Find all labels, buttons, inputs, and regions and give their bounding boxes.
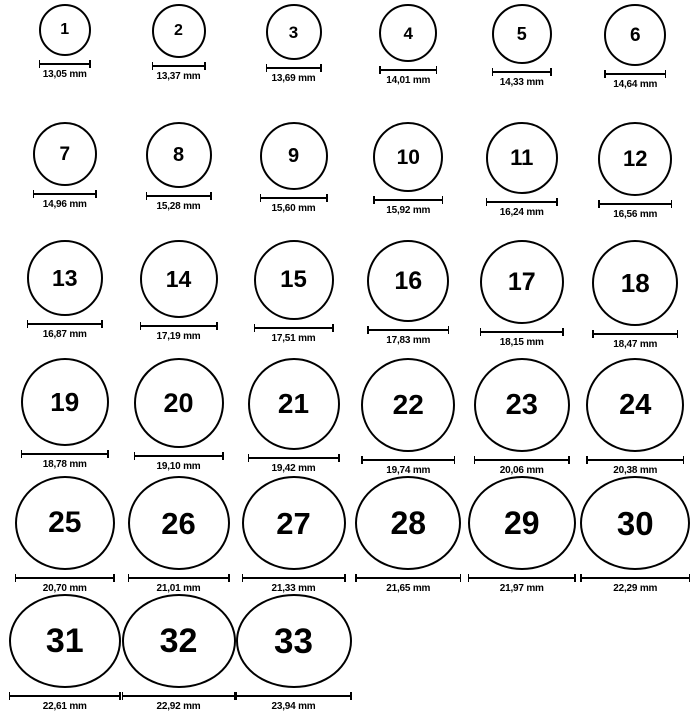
ring-diameter-label: 16,24 mm [499, 207, 544, 218]
ring-diameter-label: 19,74 mm [386, 465, 431, 476]
dimension-line-icon [355, 574, 461, 582]
ring-size-label: 15 [280, 266, 307, 293]
ring-size-label: 11 [510, 145, 534, 170]
ring-dimension [486, 198, 558, 218]
ring-size-cell[interactable] [8, 240, 122, 358]
dimension-line-icon [486, 198, 558, 206]
ring-dimension [9, 692, 121, 712]
ring-size-label: 6 [629, 24, 641, 46]
dimension-line-icon [140, 322, 218, 330]
ring-dimension [21, 450, 109, 470]
ring-size-label: 2 [174, 22, 183, 39]
ring-size-cell[interactable] [122, 594, 236, 712]
ring-circle [146, 122, 212, 188]
ring-circle [266, 4, 322, 60]
ring-dimension [33, 190, 97, 210]
ring-size-cell[interactable] [579, 4, 693, 122]
ring-dimension [27, 320, 103, 340]
ring-size-cell[interactable] [352, 4, 466, 122]
dimension-line-icon [242, 574, 346, 582]
ring-size-label: 4 [403, 23, 413, 43]
ring-circle [367, 240, 449, 322]
ring-diameter-label: 13,05 mm [42, 69, 87, 80]
ring-circle [474, 358, 570, 452]
ring-dimension [474, 456, 570, 476]
ring-size-cell[interactable] [122, 358, 236, 476]
ring-size-cell[interactable] [465, 122, 579, 240]
ring-dimension [152, 62, 206, 82]
ring-size-label: 3 [288, 22, 299, 42]
ring-size-cell[interactable] [8, 4, 122, 122]
ring-size-cell[interactable] [122, 240, 236, 358]
ring-size-cell[interactable] [465, 358, 579, 476]
dimension-line-icon [474, 456, 570, 464]
ring-circle [492, 4, 552, 64]
ring-size-label: 21 [277, 388, 310, 419]
ring-size-label: 24 [619, 388, 652, 421]
ring-dimension [39, 60, 91, 80]
ring-diameter-label: 16,87 mm [42, 329, 87, 340]
ring-circle [9, 594, 121, 688]
ring-circle [236, 594, 352, 688]
ring-size-label: 31 [45, 622, 84, 660]
ring-circle [373, 122, 443, 192]
dimension-line-icon [604, 70, 666, 78]
ring-dimension [122, 692, 236, 712]
ring-size-label: 33 [274, 621, 313, 661]
ring-size-cell[interactable] [122, 4, 236, 122]
ring-diameter-label: 20,06 mm [499, 465, 544, 476]
ring-circle [604, 4, 666, 66]
ring-size-label: 29 [503, 505, 540, 541]
ring-size-label: 20 [163, 387, 194, 418]
ring-size-cell[interactable] [8, 122, 122, 240]
dimension-line-icon [586, 456, 684, 464]
ring-circle [592, 240, 678, 326]
ring-dimension [586, 456, 684, 476]
ring-dimension [355, 574, 461, 594]
ring-diameter-label: 15,60 mm [271, 203, 316, 214]
ring-circle [379, 4, 437, 62]
ring-size-label: 28 [390, 505, 427, 541]
ring-dimension [236, 692, 352, 712]
ring-diameter-label: 17,83 mm [386, 335, 431, 346]
ring-circle [152, 4, 206, 58]
ring-dimension [580, 574, 690, 594]
ring-circle [128, 476, 230, 570]
ring-size-label: 17 [507, 267, 536, 296]
ring-diameter-label: 22,29 mm [613, 583, 658, 594]
ring-diameter-label: 14,64 mm [613, 79, 658, 90]
ring-diameter-label: 18,47 mm [613, 339, 658, 350]
ring-dimension [480, 328, 564, 348]
ring-size-cell[interactable] [236, 122, 352, 240]
ring-diameter-label: 21,01 mm [156, 583, 201, 594]
ring-dimension [492, 68, 552, 88]
ring-size-cell[interactable] [8, 476, 122, 594]
ring-size-label: 18 [620, 268, 650, 298]
ring-size-cell[interactable] [579, 240, 693, 358]
ring-dimension [134, 452, 224, 472]
ring-diameter-label: 14,96 mm [42, 199, 87, 210]
ring-circle [134, 358, 224, 448]
ring-size-label: 5 [516, 24, 527, 44]
ring-diameter-label: 17,51 mm [271, 333, 316, 344]
ring-diameter-label: 13,37 mm [156, 71, 201, 82]
dimension-line-icon [379, 66, 437, 74]
ring-diameter-label: 15,92 mm [386, 205, 431, 216]
ring-size-cell[interactable] [8, 594, 122, 712]
ring-dimension [379, 66, 437, 86]
ring-diameter-label: 21,65 mm [386, 583, 431, 594]
ring-size-cell[interactable] [579, 122, 693, 240]
ring-diameter-label: 18,15 mm [499, 337, 544, 348]
ring-size-label: 26 [161, 505, 196, 541]
ring-dimension [140, 322, 218, 342]
ring-diameter-label: 22,61 mm [42, 701, 87, 712]
ring-size-label: 32 [159, 622, 198, 660]
ring-diameter-label: 15,28 mm [156, 201, 201, 212]
dimension-line-icon [39, 60, 91, 68]
dimension-line-icon [260, 194, 328, 202]
ring-diameter-label: 13,69 mm [271, 73, 316, 84]
ring-circle [122, 594, 236, 688]
ring-size-label: 16 [394, 266, 423, 295]
ring-size-label: 9 [287, 145, 300, 167]
ring-size-cell[interactable] [352, 358, 466, 476]
ring-size-label: 7 [59, 143, 71, 165]
ring-size-cell[interactable] [352, 122, 466, 240]
dimension-line-icon [21, 450, 109, 458]
ring-diameter-label: 20,70 mm [42, 583, 87, 594]
ring-dimension [15, 574, 115, 594]
dimension-line-icon [27, 320, 103, 328]
ring-size-cell[interactable] [236, 594, 352, 712]
dimension-line-icon [373, 196, 443, 204]
ring-size-cell[interactable] [465, 476, 579, 594]
dimension-line-icon [592, 330, 678, 338]
ring-circle [15, 476, 115, 570]
dimension-line-icon [266, 64, 322, 72]
ring-size-cell[interactable] [352, 240, 466, 358]
ring-circle [586, 358, 684, 452]
ring-circle [480, 240, 564, 324]
ring-diameter-label: 19,10 mm [156, 461, 201, 472]
ring-diameter-label: 17,19 mm [156, 331, 201, 342]
ring-dimension [260, 194, 328, 214]
dimension-line-icon [248, 454, 340, 462]
ring-circle [254, 240, 334, 320]
dimension-line-icon [122, 692, 236, 700]
ring-size-label: 30 [616, 504, 654, 542]
ring-dimension [146, 192, 212, 212]
ring-circle [27, 240, 103, 316]
ring-circle [361, 358, 455, 452]
ring-diameter-label: 16,56 mm [613, 209, 658, 220]
ring-dimension [604, 70, 666, 90]
ring-size-cell[interactable] [122, 122, 236, 240]
ring-circle [39, 4, 91, 56]
ring-dimension [266, 64, 322, 84]
dimension-line-icon [33, 190, 97, 198]
ring-circle [140, 240, 218, 318]
ring-diameter-label: 21,33 mm [271, 583, 316, 594]
ring-size-cell[interactable] [236, 476, 352, 594]
ring-size-cell[interactable] [465, 4, 579, 122]
ring-size-label: 23 [505, 388, 538, 421]
dimension-line-icon [480, 328, 564, 336]
ring-circle [248, 358, 340, 450]
ring-dimension [367, 326, 449, 346]
ring-circle [486, 122, 558, 194]
ring-circle [33, 122, 97, 186]
ring-size-cell[interactable] [236, 358, 352, 476]
ring-diameter-label: 19,42 mm [271, 463, 316, 474]
ring-dimension [592, 330, 678, 350]
ring-dimension [468, 574, 576, 594]
dimension-line-icon [128, 574, 230, 582]
ring-size-cell[interactable] [352, 476, 466, 594]
ring-dimension [361, 456, 455, 476]
ring-diameter-label: 14,33 mm [499, 77, 544, 88]
dimension-line-icon [367, 326, 449, 334]
ring-dimension [373, 196, 443, 216]
dimension-line-icon [152, 62, 206, 70]
ring-dimension [598, 200, 672, 220]
dimension-line-icon [254, 324, 334, 332]
dimension-line-icon [492, 68, 552, 76]
ring-size-cell[interactable] [579, 358, 693, 476]
ring-size-label: 1 [60, 21, 70, 38]
ring-circle [580, 476, 690, 570]
ring-size-label: 8 [172, 144, 185, 166]
ring-dimension [242, 574, 346, 594]
ring-dimension [254, 324, 334, 344]
ring-circle [21, 358, 109, 446]
ring-size-cell[interactable] [8, 358, 122, 476]
ring-size-cell[interactable] [236, 4, 352, 122]
ring-size-label: 19 [50, 387, 80, 417]
dimension-line-icon [598, 200, 672, 208]
dimension-line-icon [361, 456, 455, 464]
ring-size-label: 22 [392, 389, 424, 420]
ring-diameter-label: 14,01 mm [386, 75, 431, 86]
dimension-line-icon [580, 574, 690, 582]
ring-dimension [248, 454, 340, 474]
ring-diameter-label: 18,78 mm [42, 459, 87, 470]
ring-size-label: 27 [276, 505, 311, 541]
ring-circle [242, 476, 346, 570]
ring-diameter-label: 23,94 mm [271, 701, 316, 712]
ring-diameter-label: 22,92 mm [156, 701, 201, 712]
ring-dimension [128, 574, 230, 594]
ring-size-cell[interactable] [122, 476, 236, 594]
ring-size-label: 14 [165, 265, 192, 292]
ring-circle [468, 476, 576, 570]
ring-size-label: 10 [396, 145, 420, 169]
ring-size-cell[interactable] [579, 476, 693, 594]
ring-size-label: 13 [51, 264, 78, 291]
dimension-line-icon [9, 692, 121, 700]
dimension-line-icon [15, 574, 115, 582]
ring-size-label: 25 [48, 506, 82, 539]
ring-size-cell[interactable] [465, 240, 579, 358]
dimension-line-icon [134, 452, 224, 460]
ring-diameter-label: 21,97 mm [499, 583, 544, 594]
ring-size-label: 12 [623, 146, 648, 171]
dimension-line-icon [146, 192, 212, 200]
dimension-line-icon [468, 574, 576, 582]
ring-diameter-label: 20,38 mm [613, 465, 658, 476]
dimension-line-icon [236, 692, 352, 700]
ring-circle [598, 122, 672, 196]
ring-size-cell[interactable] [236, 240, 352, 358]
ring-circle [355, 476, 461, 570]
ring-circle [260, 122, 328, 190]
